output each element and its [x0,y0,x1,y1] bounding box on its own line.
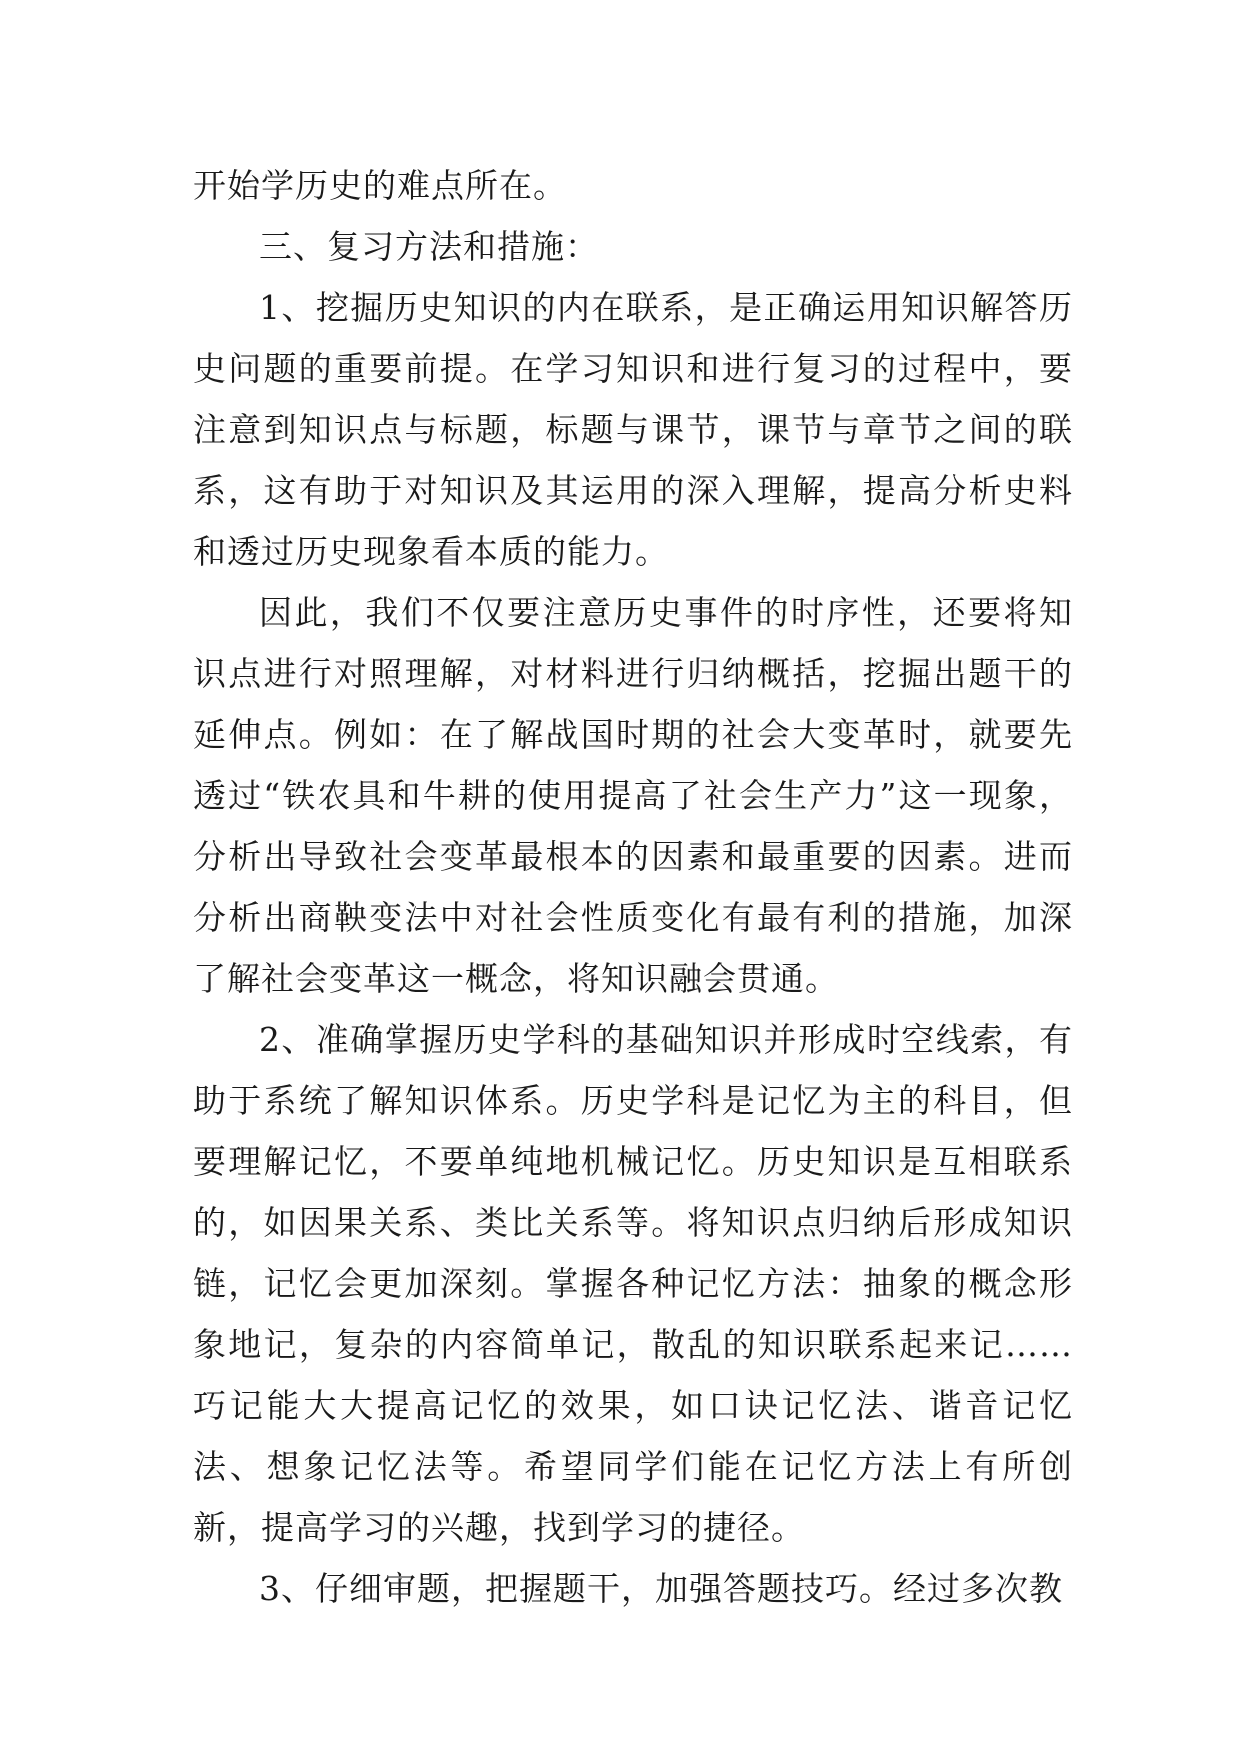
body-text [193,155,1073,1619]
paragraph-point-1: 1、挖掘历史知识的内在联系，是正确运用知识解答历史问题的重要前提。在学习知识和进行复习的过程中，要注意到知识点与标题，标题与课节，课节与章节之间的联系，这有助于对知识及其运用的深入理解，提高分析史料和透过历史现象看本质的能力。 [193,288,1073,571]
section-heading: 三、复习方法和措施： [259,227,599,266]
paragraph-point-2: 2、准确掌握历史学科的基础知识并形成时空线索，有助于系统了解知识体系。历史学科是记忆为主的科目，但要理解记忆，不要单纯地机械记忆。历史知识是互相联系的，如因果关系、类比关系等。将知识点归纳后形成知识链，记忆会更加深刻。掌握各种记忆方法：抽象的概念形象地记，复杂的内容简单记，散乱的知识联系起来记……巧记能大大提高记忆的效果，如口诀记忆法、谐音记忆法、想象记忆法等。希望同学们能在记忆方法上有所创新，提高学习的兴趣，找到学习的捷径。 [193,1020,1073,1547]
paragraph-point-3: 3、仔细审题，把握题干，加强答题技巧。经过多次教 [259,1569,1063,1608]
paragraph-continuation: 开始学历史的难点所在。 [193,166,567,205]
paragraph-therefore: 因此，我们不仅要注意历史事件的时序性，还要将知识点进行对照理解，对材料进行归纳概括，挖掘出题干的延伸点。例如：在了解战国时期的社会大变革时，就要先透过“铁农具和牛耕的使用提高了社会生产力”这一现象，分析出导致社会变革最根本的因素和最重要的因素。进而分析出商鞅变法中对社会性质变化有最有利的措施，加深了解社会变革这一概念，将知识融会贯通。 [193,593,1073,998]
